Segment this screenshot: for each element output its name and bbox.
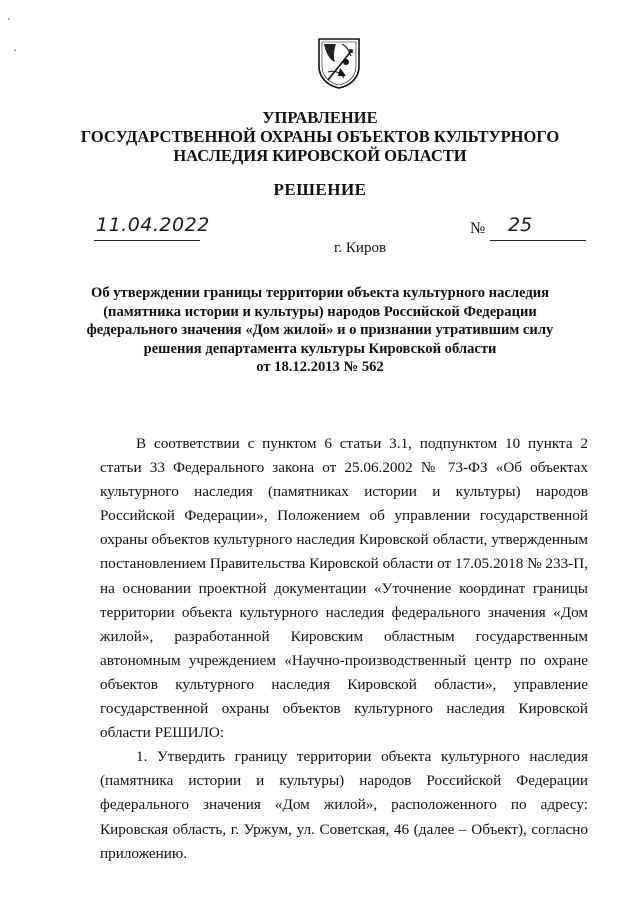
agency-line: НАСЛЕДИЯ КИРОВСКОЙ ОБЛАСТИ [173,146,467,165]
title-line: Об утверждении границы территории объекта культурного наследия [90,285,550,301]
document-type: РЕШЕНИЕ [273,180,367,199]
kirov-oblast-coat-of-arms-icon [316,36,362,90]
agency-name [60,108,580,165]
title-line: (памятника истории и культуры) народов Российской Федерации [103,303,537,320]
agency-line: УПРАВЛЕНИЕ [262,108,378,127]
document-number: 25 [508,214,533,236]
body-paragraph: В соответствии с пунктом 6 статьи 3.1, подпунктом 10 пункта 2 статьи 33 Федерального закона от 25.06.2002 № 73-ФЗ «Об объектах культурного наследия (памятниках истории и культуры) народов Российской Федерации», Положением об управлении государственной охраны объектов культурного наследия Кировской области, утвержденным постановлением Правительства Кировской области от 17.05.2018 № 233-П, на основании проектной документации «Уточнение координат границы территории объекта культурного наследия федерального значения «Дом жилой», разработанной Кировским областным государственным автономным учреждением «Научно-производственный центр по охране объектов культурного наследия Кировской области», управление государственной охраны объектов культурного наследия Кировской области РЕШИЛО: [100,435,589,742]
number-sign: № [470,220,486,237]
stray-mark: ' [8,17,10,28]
body-paragraph: 1. Утвердить границу территории объекта культурного наследия (памятника истории и культуры) народов Российской Федерации федерального значения «Дом жилой», расположенного по адресу: Кировская область, г. Уржум, ул. Советская, 46 (далее – Объект), согласно приложению. [100,748,588,862]
agency-line: ГОСУДАРСТВЕННОЙ ОХРАНЫ ОБЪЕКТОВ КУЛЬТУРНОГО [80,127,560,146]
title-line: от 18.12.2013 № 562 [256,359,384,375]
stray-mark: . [14,43,17,54]
title-line: решения департамента культуры Кировской области [143,340,497,357]
city: г. Киров [333,240,387,256]
title-line: федерального значения «Дом жилой» и о признании утратившим силу [86,322,554,338]
document-date: 11.04.2022 [96,214,210,236]
document-body [100,432,588,866]
document-title [70,284,570,377]
